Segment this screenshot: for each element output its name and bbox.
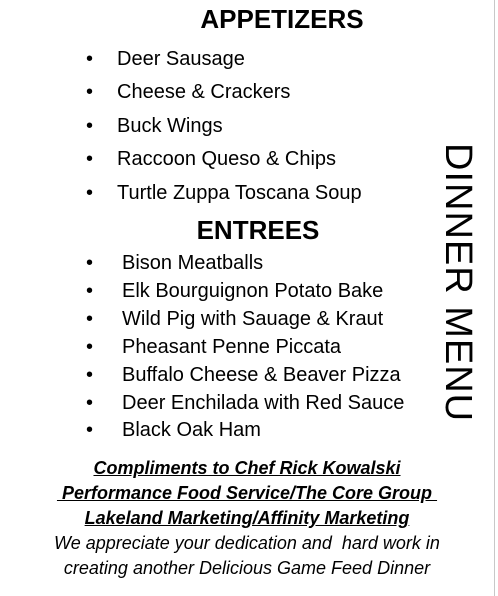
entree-item: Deer Enchilada with Red Sauce xyxy=(122,392,405,414)
entree-item: Pheasant Penne Piccata xyxy=(122,336,342,358)
bullet-icon: • xyxy=(86,148,94,170)
appetizer-item: Deer Sausage xyxy=(117,48,245,70)
bullet-icon: • xyxy=(86,81,94,103)
page-edge-line xyxy=(494,0,495,596)
sponsor-credit-1: Performance Food Service/The Core Group xyxy=(56,483,438,503)
bullet-icon: • xyxy=(86,182,94,204)
chef-credit: Compliments to Chef Rick Kowalski xyxy=(93,458,401,478)
bullet-icon: • xyxy=(86,48,94,70)
appetizer-item: Cheese & Crackers xyxy=(117,81,291,103)
bullet-icon: • xyxy=(86,392,94,414)
bullet-icon: • xyxy=(86,308,94,330)
appreciation-line-1: We appreciate your dedication and hard work in xyxy=(54,533,440,553)
bullet-icon: • xyxy=(86,280,94,302)
credits-block xyxy=(0,456,494,581)
appetizer-item: Turtle Zuppa Toscana Soup xyxy=(117,182,362,204)
appetizer-item: Raccoon Queso & Chips xyxy=(117,148,337,170)
bullet-icon: • xyxy=(86,419,94,441)
appetizer-item: Buck Wings xyxy=(117,115,223,137)
bullet-icon: • xyxy=(86,336,94,358)
entree-item: Elk Bourguignon Potato Bake xyxy=(122,280,384,302)
entrees-heading: ENTREES xyxy=(196,215,320,245)
bullet-icon: • xyxy=(86,364,94,386)
dinner-menu-title: DINNER MENU xyxy=(437,143,479,423)
appetizers-heading: APPETIZERS xyxy=(200,4,364,34)
bullet-icon: • xyxy=(86,115,94,137)
appreciation-line-2: creating another Delicious Game Feed Dinner xyxy=(63,558,431,578)
bullet-icon: • xyxy=(86,252,94,274)
entree-item: Buffalo Cheese & Beaver Pizza xyxy=(122,364,401,386)
sponsor-credit-2: Lakeland Marketing/Affinity Marketing xyxy=(84,508,410,528)
entree-item: Black Oak Ham xyxy=(122,419,261,441)
entree-item: Bison Meatballs xyxy=(122,252,264,274)
entree-item: Wild Pig with Sauage & Kraut xyxy=(122,308,384,330)
